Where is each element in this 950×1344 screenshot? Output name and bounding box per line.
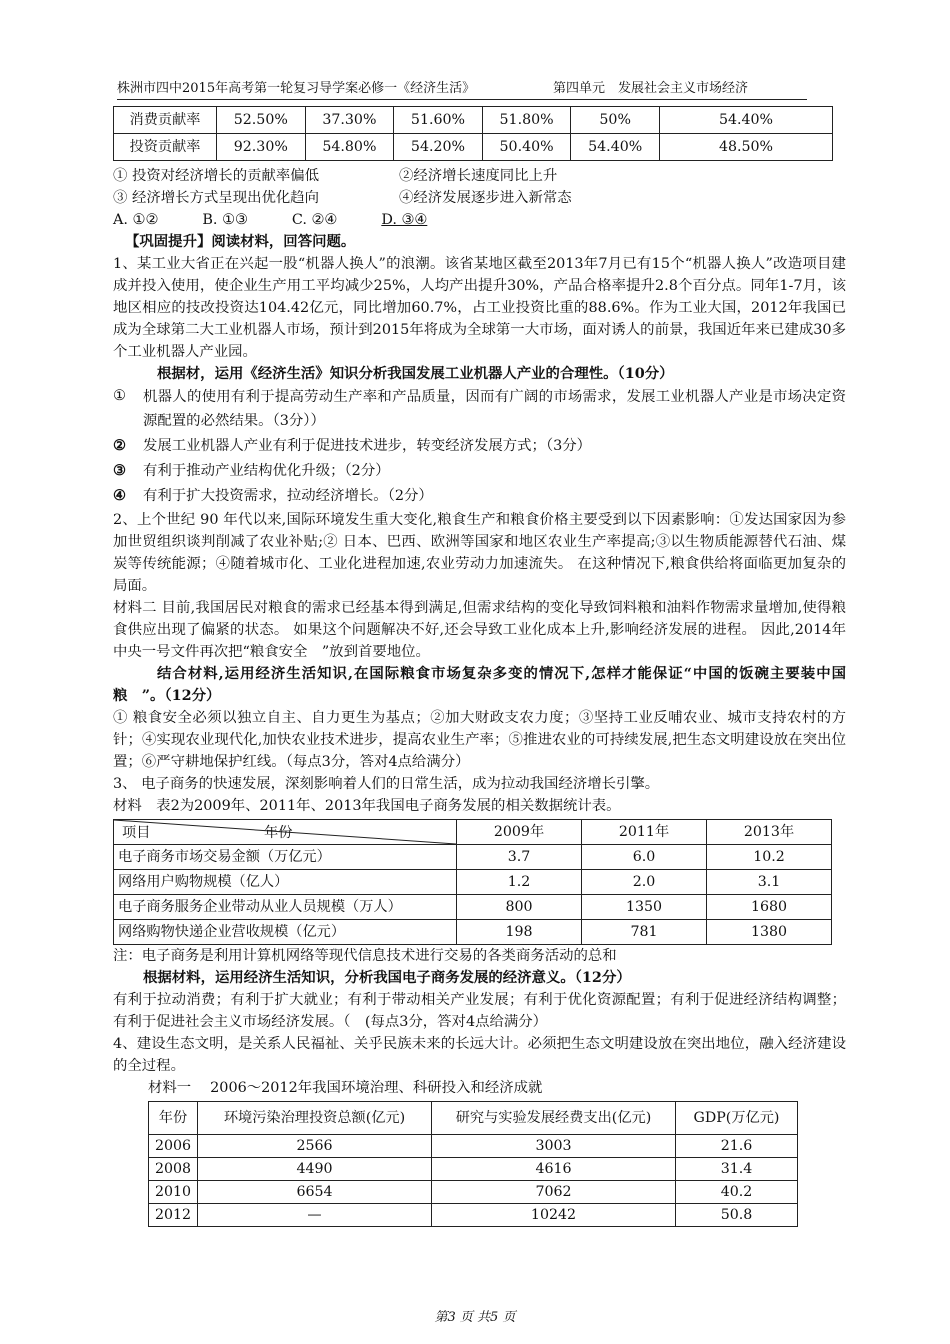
table-cell: 1.2 xyxy=(457,870,582,895)
option-row-2 xyxy=(113,187,846,209)
option-1: ① 投资对经济增长的贡献率偏低 xyxy=(113,168,320,184)
q1-answer-4-num: ④ xyxy=(113,487,126,504)
column-header: 年份 xyxy=(149,1102,198,1135)
table-cell: 51.80% xyxy=(482,107,571,134)
contribution-rate-table xyxy=(113,106,833,161)
q1-answer-3 xyxy=(113,460,846,482)
table-cell: 31.4 xyxy=(676,1158,798,1181)
q4-material: 材料一 2006～2012年我国环境治理、科研投入和经济成就 xyxy=(148,1080,543,1096)
table-cell: 54.20% xyxy=(394,134,483,161)
table-row xyxy=(114,107,833,134)
table-cell: 7062 xyxy=(432,1181,676,1204)
section-title: 【巩固提升】阅读材料，回答问题。 xyxy=(125,233,356,250)
q2-question: 结合材料,运用经济生活知识,在国际粮食市场复杂多变的情况下,怎样才能保证“中国的饭碗主要装中国粮 ”。（12分） xyxy=(113,665,846,704)
option-2: ②经济增长速度同比上升 xyxy=(399,168,558,184)
table-cell: 50.40% xyxy=(482,134,571,161)
environment-table xyxy=(148,1101,798,1227)
row-label: 网络用户购物规模（亿人） xyxy=(114,870,457,895)
table-cell: 1380 xyxy=(707,920,832,945)
choice-c: C. ②④ xyxy=(291,212,338,228)
page-content xyxy=(113,106,846,1227)
q2-material-1: 2、上个世纪 90 年代以来,国际环境发生重大变化,粮食生产和粮食价格主要受到以下因素影响：①发达国家因为参加世贸组织谈判削减了农业补贴;② 日本、巴西、欧洲等国家和地区农业生产率提高;③以生物质能源替代石油、煤炭等传统能源；④随着城市化、工业化进程加速,农业劳动力加速流失。 在这种情况下,粮食供给将面临更加复杂的局面。 xyxy=(113,512,846,594)
table-cell: 2.0 xyxy=(582,870,707,895)
table-header-row xyxy=(149,1102,798,1135)
column-header: 研究与实验发展经费支出(亿元) xyxy=(432,1102,676,1135)
option-3: ③ 经济增长方式呈现出优化趋向 xyxy=(113,190,320,206)
table-cell: 2566 xyxy=(198,1135,432,1158)
table-cell: 54.40% xyxy=(660,107,833,134)
table-row xyxy=(114,845,832,870)
table-cell: 781 xyxy=(582,920,707,945)
q2-material-2: 材料二 目前,我国居民对粮食的需求已经基本得到满足,但需求结构的变化导致饲料粮和油料作物需求量增加,使得粮食供应出现了偏紧的状态。 如果这个问题解决不好,还会导致工业化成本上升,影响经济发展的进程。 因此,2014年中央一号文件再次把“粮食安全 ”放到首要地位。 xyxy=(113,600,846,660)
table-cell: 2008 xyxy=(149,1158,198,1181)
table-row xyxy=(114,895,832,920)
table-cell: 1350 xyxy=(582,895,707,920)
q4-intro: 4、建设生态文明，是关系人民福祉、关乎民族未来的长远大计。必须把生态文明建设放在突出地位，融入经济建设的全过程。 xyxy=(113,1036,846,1074)
choice-b: B. ①③ xyxy=(202,212,248,228)
q3-intro: 3、 电子商务的快速发展，深刻影响着人们的日常生活，成为拉动我国经济增长引擎。 xyxy=(113,776,660,792)
table-row xyxy=(114,870,832,895)
table-cell: 92.30% xyxy=(217,134,306,161)
answer-choices xyxy=(113,209,846,231)
q1-answer-4 xyxy=(113,485,846,507)
q1-answer-4-text: 有利于扩大投资需求，拉动经济增长。（2分） xyxy=(143,488,433,504)
table-cell: 52.50% xyxy=(217,107,306,134)
year-header: 2009年 xyxy=(457,820,582,845)
table-row xyxy=(114,134,833,161)
option-row-1 xyxy=(113,165,846,187)
row-label: 电子商务服务企业带动从业人员规模（万人） xyxy=(114,895,457,920)
column-header: 环境污染治理投资总额(亿元) xyxy=(198,1102,432,1135)
page-header xyxy=(117,80,807,100)
table-row xyxy=(149,1181,798,1204)
table-row xyxy=(149,1135,798,1158)
table-cell: 4490 xyxy=(198,1158,432,1181)
option-4: ④经济发展逐步进入新常态 xyxy=(399,190,572,206)
page-number: 第3 页 共5 页 xyxy=(434,1310,516,1325)
table-cell: 1680 xyxy=(707,895,832,920)
choice-d: D. ③④ xyxy=(381,212,428,228)
table-cell: 3.1 xyxy=(707,870,832,895)
header-year: 年份 xyxy=(264,825,293,841)
table-cell: 40.2 xyxy=(676,1181,798,1204)
row-label: 投资贡献率 xyxy=(114,134,217,161)
table-cell: 21.6 xyxy=(676,1135,798,1158)
table-cell: 6654 xyxy=(198,1181,432,1204)
row-label: 消费贡献率 xyxy=(114,107,217,134)
table-cell: 51.60% xyxy=(394,107,483,134)
table-cell: 54.40% xyxy=(571,134,660,161)
ecommerce-table xyxy=(113,819,832,945)
year-header: 2011年 xyxy=(582,820,707,845)
table-cell: 6.0 xyxy=(582,845,707,870)
header-title: 株洲市四中2015年高考第一轮复习导学案必修一《经济生活》 xyxy=(117,81,476,96)
table-cell: 54.80% xyxy=(305,134,394,161)
table-cell: 3003 xyxy=(432,1135,676,1158)
header-unit: 第四单元 发展社会主义市场经济 xyxy=(553,81,749,96)
table-cell: 4616 xyxy=(432,1158,676,1181)
table-cell: 800 xyxy=(457,895,582,920)
q3-material: 材料 表2为2009年、2011年、2013年我国电子商务发展的相关数据统计表。 xyxy=(113,798,621,814)
table-cell: 2012 xyxy=(149,1204,198,1227)
q1-answer-2-text: 发展工业机器人产业有利于促进技术进步，转变经济发展方式；（3分） xyxy=(143,438,592,454)
q1-question: 根据材，运用《经济生活》知识分析我国发展工业机器人产业的合理性。（10分） xyxy=(157,365,674,382)
q3-note: 注：电子商务是利用计算机网络等现代信息技术进行交易的各类商务活动的总和 xyxy=(113,948,617,964)
column-header: GDP(万亿元) xyxy=(676,1102,798,1135)
q3-answer: 有利于拉动消费；有利于扩大就业；有利于带动相关产业发展；有利于优化资源配置；有利于促进经济结构调整；有利于促进社会主义市场经济发展。（ (每点3分，答对4点给满分） xyxy=(113,992,846,1030)
q1-material: 1、某工业大省正在兴起一股“机器人换人”的浪潮。该省某地区截至2013年7月已有15个“机器人换人”改造项目建成并投入使用，使企业生产用工平均减少25%，人均产出提升30%，产品合格率提升2.8个百分点。同年1-7月，该地区相应的技改投资达104.42亿元，同比增加60.7%，占工业投资比重的88.6%。作为工业大国，2012年我国已成为全球第二大工业机器人市场，预计到2015年将成为全球第一大市场，面对诱人的前景，我国近年来已建成30多个工业机器人产业园。 xyxy=(113,256,846,360)
q1-answer-1-text: 机器人的使用有利于提高劳动生产率和产品质量，因而有广阔的市场需求，发展工业机器人产业是市场决定资源配置的必然结果。（3分）） xyxy=(143,389,846,429)
table-cell: 50% xyxy=(571,107,660,134)
table-cell: 10242 xyxy=(432,1204,676,1227)
table-row xyxy=(149,1158,798,1181)
table-row xyxy=(114,920,832,945)
table-row xyxy=(149,1204,798,1227)
table-cell: 2010 xyxy=(149,1181,198,1204)
table-cell: — xyxy=(198,1204,432,1227)
q1-answer-2-num: ② xyxy=(113,437,126,454)
diagonal-header-cell xyxy=(114,820,457,845)
table-cell: 50.8 xyxy=(676,1204,798,1227)
row-label: 网络购物快递企业营收规模（亿元） xyxy=(114,920,457,945)
q2-answer: ① 粮食安全必须以独立自主、自力更生为基点；②加大财政支农力度；③坚持工业反哺农业、城市支持农村的方针；④实现农业现代化,加快农业技术进步，提高农业生产率；⑤推进农业的可持续发展,把生态文明建设放在突出位置；⑥严守耕地保护红线。（每点3分，答对4点给满分） xyxy=(113,710,846,770)
q1-answer-1-num: ① xyxy=(113,388,126,404)
table-cell: 37.30% xyxy=(305,107,394,134)
table-cell: 2006 xyxy=(149,1135,198,1158)
year-header: 2013年 xyxy=(707,820,832,845)
q1-answer-1 xyxy=(113,385,846,433)
header-item: 项目 xyxy=(122,825,151,841)
table-cell: 198 xyxy=(457,920,582,945)
row-label: 电子商务市场交易金额（万亿元） xyxy=(114,845,457,870)
choice-a: A. ①② xyxy=(113,212,159,228)
q3-question: 根据材料，运用经济生活知识，分析我国电子商务发展的经济意义。（12分） xyxy=(143,969,631,986)
table-cell: 48.50% xyxy=(660,134,833,161)
q1-answer-3-text: 有利于推动产业结构优化升级；（2分） xyxy=(143,463,390,479)
table-header-row xyxy=(114,820,832,845)
table-cell: 3.7 xyxy=(457,845,582,870)
table-cell: 10.2 xyxy=(707,845,832,870)
q1-answer-2 xyxy=(113,435,846,457)
q1-answer-3-num: ③ xyxy=(113,462,126,479)
